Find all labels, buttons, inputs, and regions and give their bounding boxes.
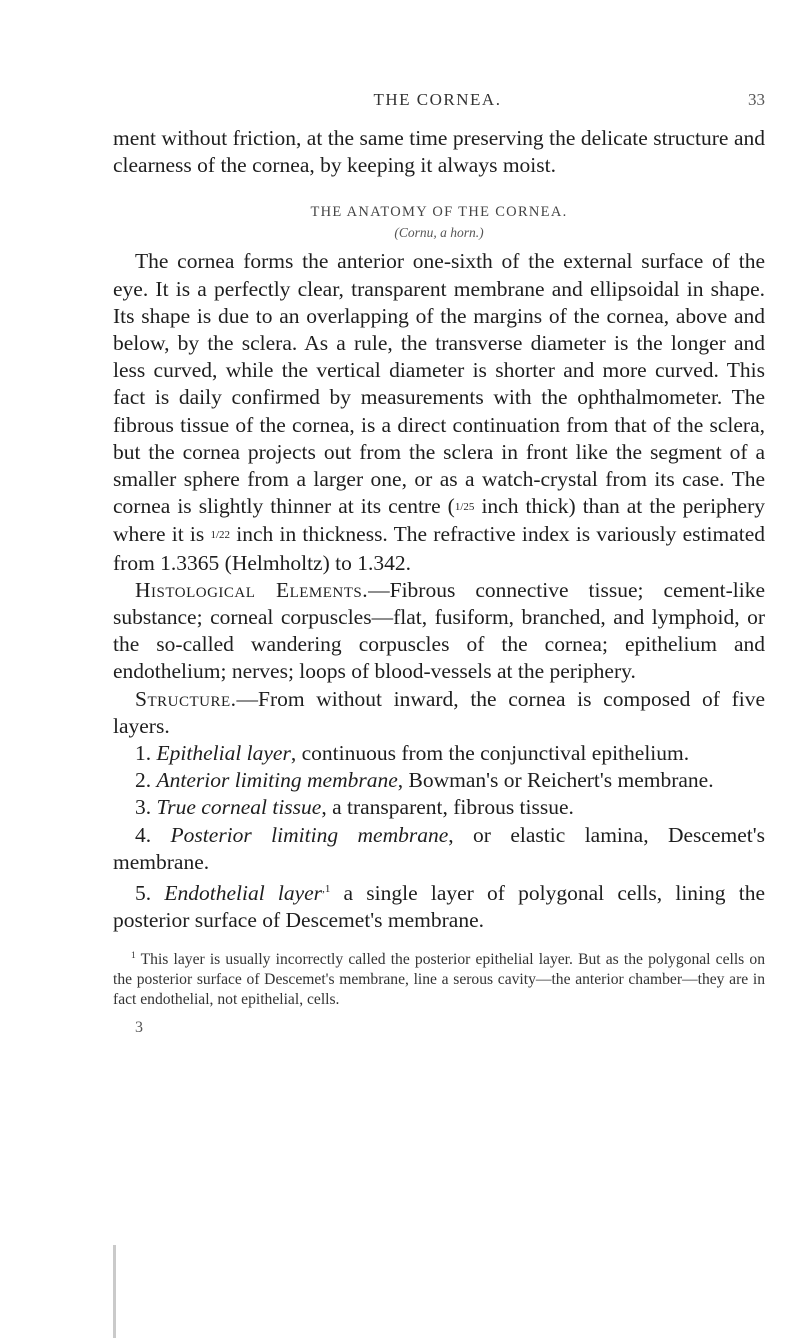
layer-name: Endothelial layer — [164, 881, 323, 906]
histological-paragraph — [113, 577, 765, 686]
anatomy-text-3: inch in thickness. The refractive index is variously estimated from 1.3365 (Helmholtz) to 1.342. — [113, 522, 766, 575]
section-subtitle: (Cornu, a horn.) — [394, 225, 484, 241]
structure-label: Structure. — [135, 686, 237, 711]
layer-text: , a transparent, fibrous tissue. — [321, 795, 574, 820]
layer-name: Epithelial layer — [156, 741, 291, 766]
layer-item — [113, 876, 765, 934]
layer-name: Anterior limiting membrane — [156, 768, 398, 793]
layer-name: Posterior limiting membrane — [170, 822, 449, 847]
histological-label: Histological Elements. — [135, 577, 369, 602]
page-header — [110, 90, 765, 114]
layer-text: a single layer of polygonal cells, lining the posterior surface of Descemet's membrane. — [113, 881, 766, 933]
running-title: THE CORNEA. — [373, 90, 502, 109]
footnote — [113, 946, 765, 1010]
anatomy-paragraph — [113, 248, 765, 576]
scan-artifact-line — [113, 1245, 116, 1338]
layer-number: 2. — [135, 768, 152, 793]
page-number: 33 — [748, 90, 765, 109]
structure-text: —From without inward, the cornea is composed of five layers. — [113, 686, 765, 738]
footnote-reference: ,1 — [322, 883, 331, 896]
fraction-centre-thickness: 1/25 — [454, 501, 475, 514]
layer-text: , Bowman's or Reichert's membrane. — [397, 768, 714, 793]
anatomy-text-1: The cornea forms the anterior one-sixth of the external surface of the eye. It is a perfectly clear, transparent membrane and ellipsoidal in shape. Its shape is due to an overlapping of the margins of the cornea, above and below, by the sclera. As a rule, the transverse diameter is the longer and less curved, while the vertical diameter is shorter and more curved. This fact is daily confirmed by measurements with the ophthalmometer. The fibrous tissue of the cornea, is a direct continuation from that of the sclera, but the cornea projects out from the sclera in front like the segment of a smaller sphere from a larger one, or as a watch-crystal from its case. The cornea is slightly thinner at its centre ( — [113, 249, 765, 519]
layer-text: , or elastic lamina, Descemet's membrane. — [113, 822, 765, 874]
layer-number: 4. — [135, 822, 152, 847]
layer-number: 3. — [135, 795, 152, 820]
layer-name: True corneal tissue — [156, 795, 322, 820]
anatomy-text-2: inch thick) than at the periphery where it is — [113, 494, 766, 547]
page-body — [113, 125, 765, 1042]
continuation-paragraph: ment without friction, at the same time preserving the delicate structure and clearness of the cornea, by keeping it always moist. — [113, 126, 765, 178]
footnote-text: This layer is usually incorrectly called the posterior epithelial layer. But as the polygonal cells on the posterior surface of Descemet's membrane, line a serous cavity—the anterior chamber—they are in fact endothelial, not epithelial, cells. — [113, 951, 765, 1009]
histological-text: —Fibrous connective tissue; cement-like substance; corneal corpuscles—flat, fusiform, branched, and lymphoid, or the so-called wandering corpuscles of the cornea; epithelium and endothelium; nerves; loops of blood-vessels at the periphery. — [113, 577, 765, 684]
layer-number: 5. — [135, 881, 152, 906]
layer-number: 1. — [135, 741, 152, 766]
layer-item — [113, 794, 765, 821]
layer-item — [113, 740, 765, 767]
layer-item — [113, 822, 765, 876]
fraction-periphery-thickness: 1/22 — [210, 529, 231, 542]
signature-mark: 3 — [135, 1019, 143, 1037]
footnote-mark: 1 — [131, 951, 136, 962]
layer-text: , continuous from the conjunctival epithelium. — [290, 741, 690, 766]
structure-paragraph — [113, 686, 765, 740]
layer-item — [113, 767, 765, 794]
section-title: THE ANATOMY OF THE CORNEA. — [310, 204, 568, 221]
